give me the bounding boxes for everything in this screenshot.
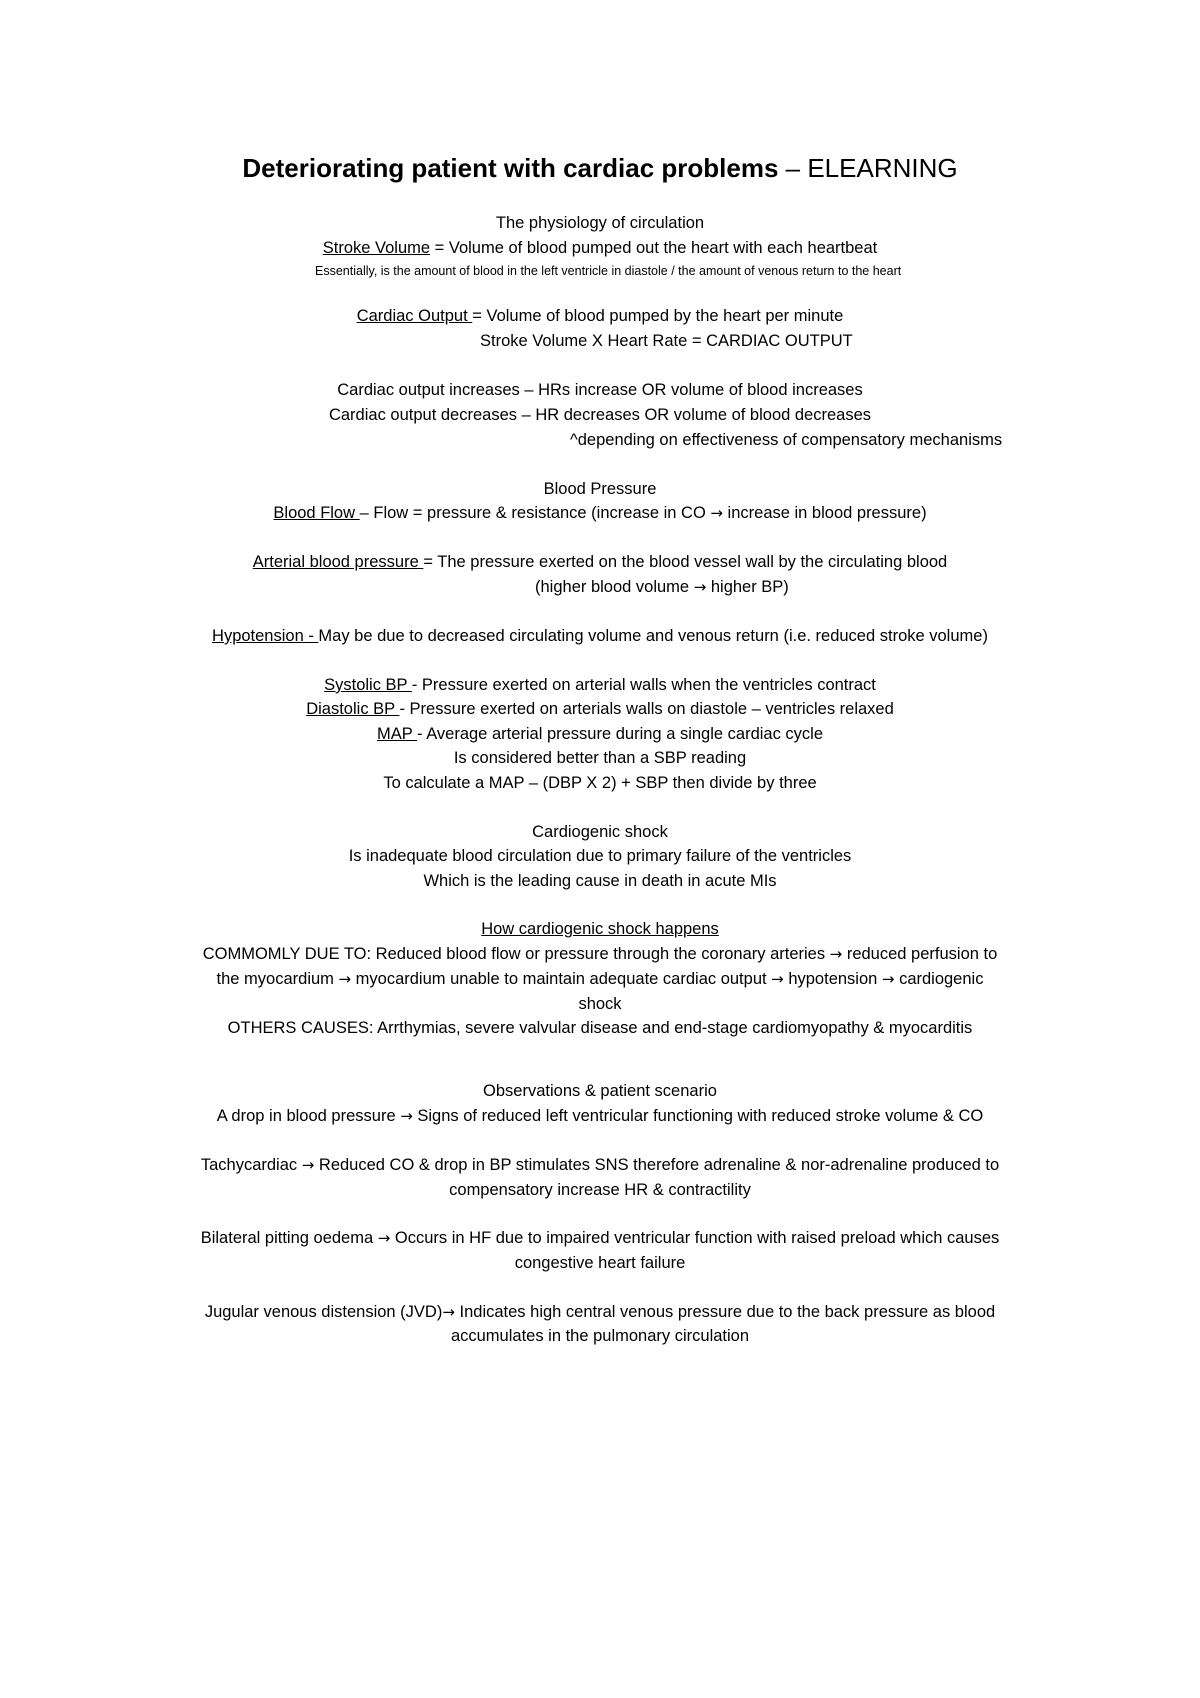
map-line (140, 722, 1060, 746)
how-it-happens-title: How cardiogenic shock happens (481, 920, 719, 938)
hypotension-def: May be due to decreased circulating volume and venous return (i.e. reduced stroke volume) (318, 627, 988, 645)
observation-oedema-cont: congestive heart failure (514, 1254, 686, 1272)
diastolic-def: - Pressure exerted on arterials walls on diastole – ventricles relaxed (399, 700, 894, 718)
cardiac-output-term: Cardiac Output (356, 307, 473, 325)
co-increases-line: Cardiac output increases – HRs increase OR volume of blood increases (337, 381, 863, 399)
stroke-volume-note: Essentially, is the amount of blood in the left ventricle in diastole / the amount of venous return to the heart (315, 264, 902, 278)
arrow-right-icon: → (301, 1156, 315, 1174)
obs-jvd-a: Jugular venous distension (JVD) (204, 1303, 443, 1321)
map-note: Is considered better than a SBP reading (453, 749, 747, 767)
systolic-def: - Pressure exerted on arterial walls when the ventricles contract (411, 676, 876, 694)
arrow-right-icon: → (693, 578, 707, 596)
obs-bp-a: A drop in blood pressure (216, 1107, 401, 1125)
arterial-bp-note (535, 575, 935, 599)
title-main: Deteriorating patient with cardiac problems (242, 153, 779, 183)
map-term: MAP (376, 725, 418, 743)
observation-tachy-cont: compensatory increase HR & contractility (449, 1181, 751, 1199)
blood-flow-term: Blood Flow (273, 504, 360, 522)
stroke-volume-line (140, 236, 1060, 260)
arterial-bp-term: Arterial blood pressure (252, 553, 424, 571)
map-def: - Average arterial pressure during a single cardiac cycle (417, 725, 824, 743)
arterial-note-a: (higher blood volume (535, 578, 694, 596)
cardiogenic-shock-line1: Is inadequate blood circulation due to primary failure of the ventricles (348, 847, 852, 865)
observation-jvd (140, 1300, 1060, 1324)
systolic-line (140, 673, 1060, 697)
systolic-term: Systolic BP (324, 676, 412, 694)
obs-tachy-a: Tachycardiac (200, 1156, 302, 1174)
arrow-right-icon: → (377, 1229, 391, 1247)
obs-oedema-a: Bilateral pitting oedema (200, 1229, 378, 1247)
blood-flow-line (140, 501, 1060, 525)
arterial-bp-line (140, 550, 1060, 574)
cardiogenic-shock-heading: Cardiogenic shock (532, 823, 668, 841)
how-it-happens-line1 (140, 942, 1060, 966)
arterial-note-b: higher BP) (706, 578, 789, 596)
title-dash: – (778, 153, 808, 183)
observations-heading: Observations & patient scenario (483, 1082, 717, 1100)
observation-tachy (140, 1153, 1060, 1177)
blood-flow-def-b: increase in blood pressure) (722, 504, 927, 522)
how-line2-c: hypotension (783, 970, 882, 988)
diastolic-line (140, 697, 1060, 721)
hypotension-line (140, 624, 1060, 648)
cardiac-output-def: = Volume of blood pumped by the heart per minute (472, 307, 844, 325)
arrow-right-icon: → (710, 504, 723, 522)
co-decreases-line: Cardiac output decreases – HR decreases OR volume of blood decreases (328, 406, 872, 424)
observation-bp (140, 1104, 1060, 1128)
blood-flow-def-a: – Flow = pressure & resistance (increase in CO (359, 504, 711, 522)
how-it-happens-line4: OTHERS CAUSES: Arrthymias, severe valvular disease and end-stage cardiomyopathy & myocarditis (227, 1019, 973, 1037)
physiology-heading: The physiology of circulation (495, 214, 705, 232)
hypotension-term: Hypotension - (212, 627, 319, 645)
observation-jvd-cont: accumulates in the pulmonary circulation (450, 1327, 750, 1345)
arrow-right-icon: → (771, 970, 784, 988)
how-it-happens-line2 (140, 967, 1060, 991)
how-line2-a: the myocardium (216, 970, 339, 988)
how-it-happens-line3: shock (578, 995, 622, 1013)
stroke-volume-def: = Volume of blood pumped out the heart with each heartbeat (430, 239, 878, 257)
title-suffix: ELEARNING (807, 153, 958, 183)
arrow-right-icon: → (442, 1303, 455, 1321)
how-line1-a: COMMOMLY DUE TO: Reduced blood flow or pressure through the coronary arteries (202, 945, 830, 963)
arrow-right-icon: → (338, 970, 352, 988)
observation-oedema (140, 1226, 1060, 1250)
cardiogenic-shock-line2: Which is the leading cause in death in acute MIs (423, 872, 777, 890)
obs-tachy-b: Reduced CO & drop in BP stimulates SNS therefore adrenaline & nor-adrenaline produced to (314, 1156, 1000, 1174)
obs-bp-b: Signs of reduced left ventricular functioning with reduced stroke volume & CO (412, 1107, 984, 1125)
blood-pressure-heading: Blood Pressure (543, 480, 657, 498)
page-title (140, 151, 1060, 185)
cardiac-output-formula: Stroke Volume X Heart Rate = CARDIAC OUTPUT (480, 332, 853, 350)
co-note: ^depending on effectiveness of compensatory mechanisms (570, 431, 1003, 449)
cardiac-output-line (140, 304, 1060, 328)
arrow-right-icon: → (881, 970, 895, 988)
how-line1-b: reduced perfusion to (842, 945, 998, 963)
how-it-happens-heading (140, 917, 1060, 941)
diastolic-term: Diastolic BP (306, 700, 400, 718)
map-calc: To calculate a MAP – (DBP X 2) + SBP then divide by three (383, 774, 817, 792)
obs-jvd-b: Indicates high central venous pressure due to the back pressure as blood (454, 1303, 996, 1321)
how-line2-b: myocardium unable to maintain adequate cardiac output (351, 970, 772, 988)
arrow-right-icon: → (829, 945, 843, 963)
stroke-volume-term: Stroke Volume (322, 239, 431, 257)
how-line2-d: cardiogenic (894, 970, 984, 988)
arrow-right-icon: → (400, 1107, 413, 1125)
arterial-bp-def: = The pressure exerted on the blood vessel wall by the circulating blood (423, 553, 948, 571)
obs-oedema-b: Occurs in HF due to impaired ventricular function with raised preload which causes (390, 1229, 1000, 1247)
